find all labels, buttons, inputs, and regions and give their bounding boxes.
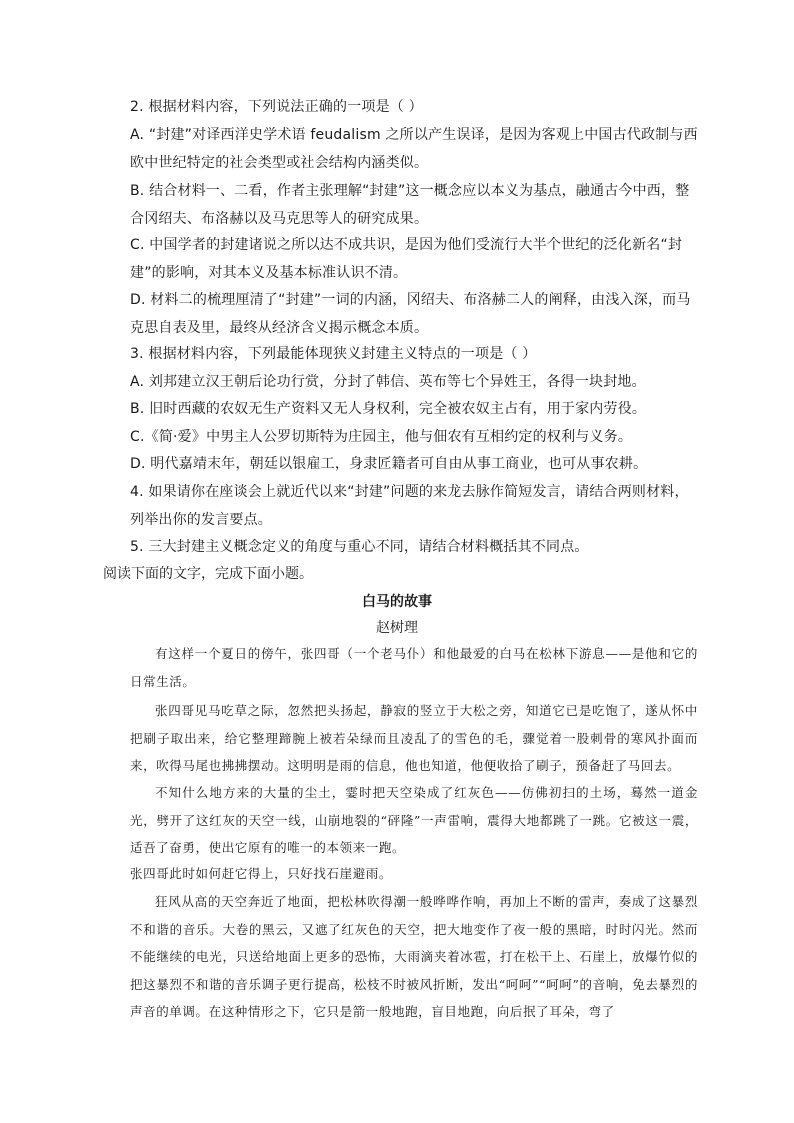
question-3-option-a: A. 刘邦建立汉王朝后论功行赏，分封了韩信、英布等七个异姓王，各得一块封地。 bbox=[130, 374, 646, 390]
story-paragraph-4: 张四哥此时如何赶它得上，只好找石崖避雨。 bbox=[130, 866, 393, 881]
question-3-option-d: D. 明代嘉靖末年，朝廷以银雇工，身隶匠籍者可自由从事工商业，也可从事农耕。 bbox=[130, 456, 648, 472]
question-2-option-c: C. 中国学者的封建诸说之所以达不成共识，是因为他们受流行大半个世纪的泛化新名“封建”的影响，对其本义及基本标准认识不清。 bbox=[130, 237, 683, 281]
story-paragraph-3: 不知什么地方来的大量的尘土，霎时把天空染成了红灰色——仿佛初扫的土场，蓦然一道金光，劈开了这红灰的天空一线，山崩地裂的“砰隆”一声雷响，震得大地都跳了一跳。它被这一震，适吾了奋勇，使出它原有的唯一的本领来一跑。 bbox=[130, 785, 698, 856]
question-2-option-d: D. 材料二的梳理厘清了“封建”一词的内涵，冈绍夫、布洛赫二人的阐释，由浅入深，而马克思自表及里，最终从经济含义揭示概念本质。 bbox=[130, 292, 691, 336]
question-2-option-b: B. 结合材料一、二看，作者主张理解“封建”这一概念应以本义为基点，融通古今中西，整合冈绍夫、布洛赫以及马克思等人的研究成果。 bbox=[130, 183, 690, 227]
story-title: 白马的故事 bbox=[362, 594, 432, 610]
story-paragraph-2: 张四哥见马吃草之际，忽然把头扬起，静寂的竖立于大松之旁，知道它已是吃饱了，遂从怀中把刷子取出来，给它整理蹄腕上被若朵绿而且凌乱了的雪色的毛，骤觉着一股刺骨的寒风扑面而来，吹得马尾也拂拂摆动。这明明是雨的信息，他也知道，他便收拾了刷子，预备赶了马回去。 bbox=[130, 703, 698, 774]
question-5: 5. 三大封建主义概念定义的角度与重心不同，请结合材料概括其不同点。 bbox=[130, 539, 589, 555]
story-paragraph-1: 有这样一个夏日的傍午，张四哥（一个老马仆）和他最爱的白马在松林下游息——是他和它的日常生活。 bbox=[130, 646, 698, 689]
story-author: 赵树理 bbox=[376, 620, 418, 636]
question-2-option-a: A. “封建”对译西洋史学术语 feudalism 之所以产生误译，是因为客观上中国古代政制与西欧中世纪特定的社会类型或社会结构内涵类似。 bbox=[130, 127, 698, 171]
question-2-stem: 2. 根据材料内容，下列说法正确的一项是（ ） bbox=[130, 99, 423, 115]
question-3-stem: 3. 根据材料内容，下列最能体现狭义封建主义特点的一项是（ ） bbox=[130, 346, 537, 362]
question-4: 4. 如果请你在座谈会上就近代以来“封建”问题的来龙去脉作简短发言，请结合两则材料，列举出你的发言要点。 bbox=[130, 484, 689, 528]
question-3-option-b: B. 旧时西藏的农奴无生产资料又无人身权利，完全被农奴主占有，用于家内劳役。 bbox=[130, 401, 647, 417]
question-3-option-c: C.《简·爱》中男主人公罗切斯特为庄园主，他与佃农有互相约定的权利与义务。 bbox=[130, 429, 633, 445]
reading-instruction: 阅读下面的文字，完成下面小题。 bbox=[103, 566, 313, 582]
story-paragraph-5: 狂风从高的天空奔近了地面，把松林吹得潮一般哗哗作响，再加上不断的雷声，奏成了这暴烈不和谐的音乐。大卷的黑云，又遮了红灰色的天空，把大地变作了夜一般的黑暗，时时闪光。然而不能继续的电光，只送给地面上更多的恐怖，大雨滴夹着冰雹，打在松干上、石崖上，放爆竹似的把这暴烈不和谐的音乐调子更行提高，松枝不时被风折断，发出“呵呵”“呵呵”的音响，免去暴烈的声音的单调。在这种情形之下，它只是箭一般地跑，盲目地跑，向后抿了耳朵，弯了 bbox=[130, 894, 698, 1020]
